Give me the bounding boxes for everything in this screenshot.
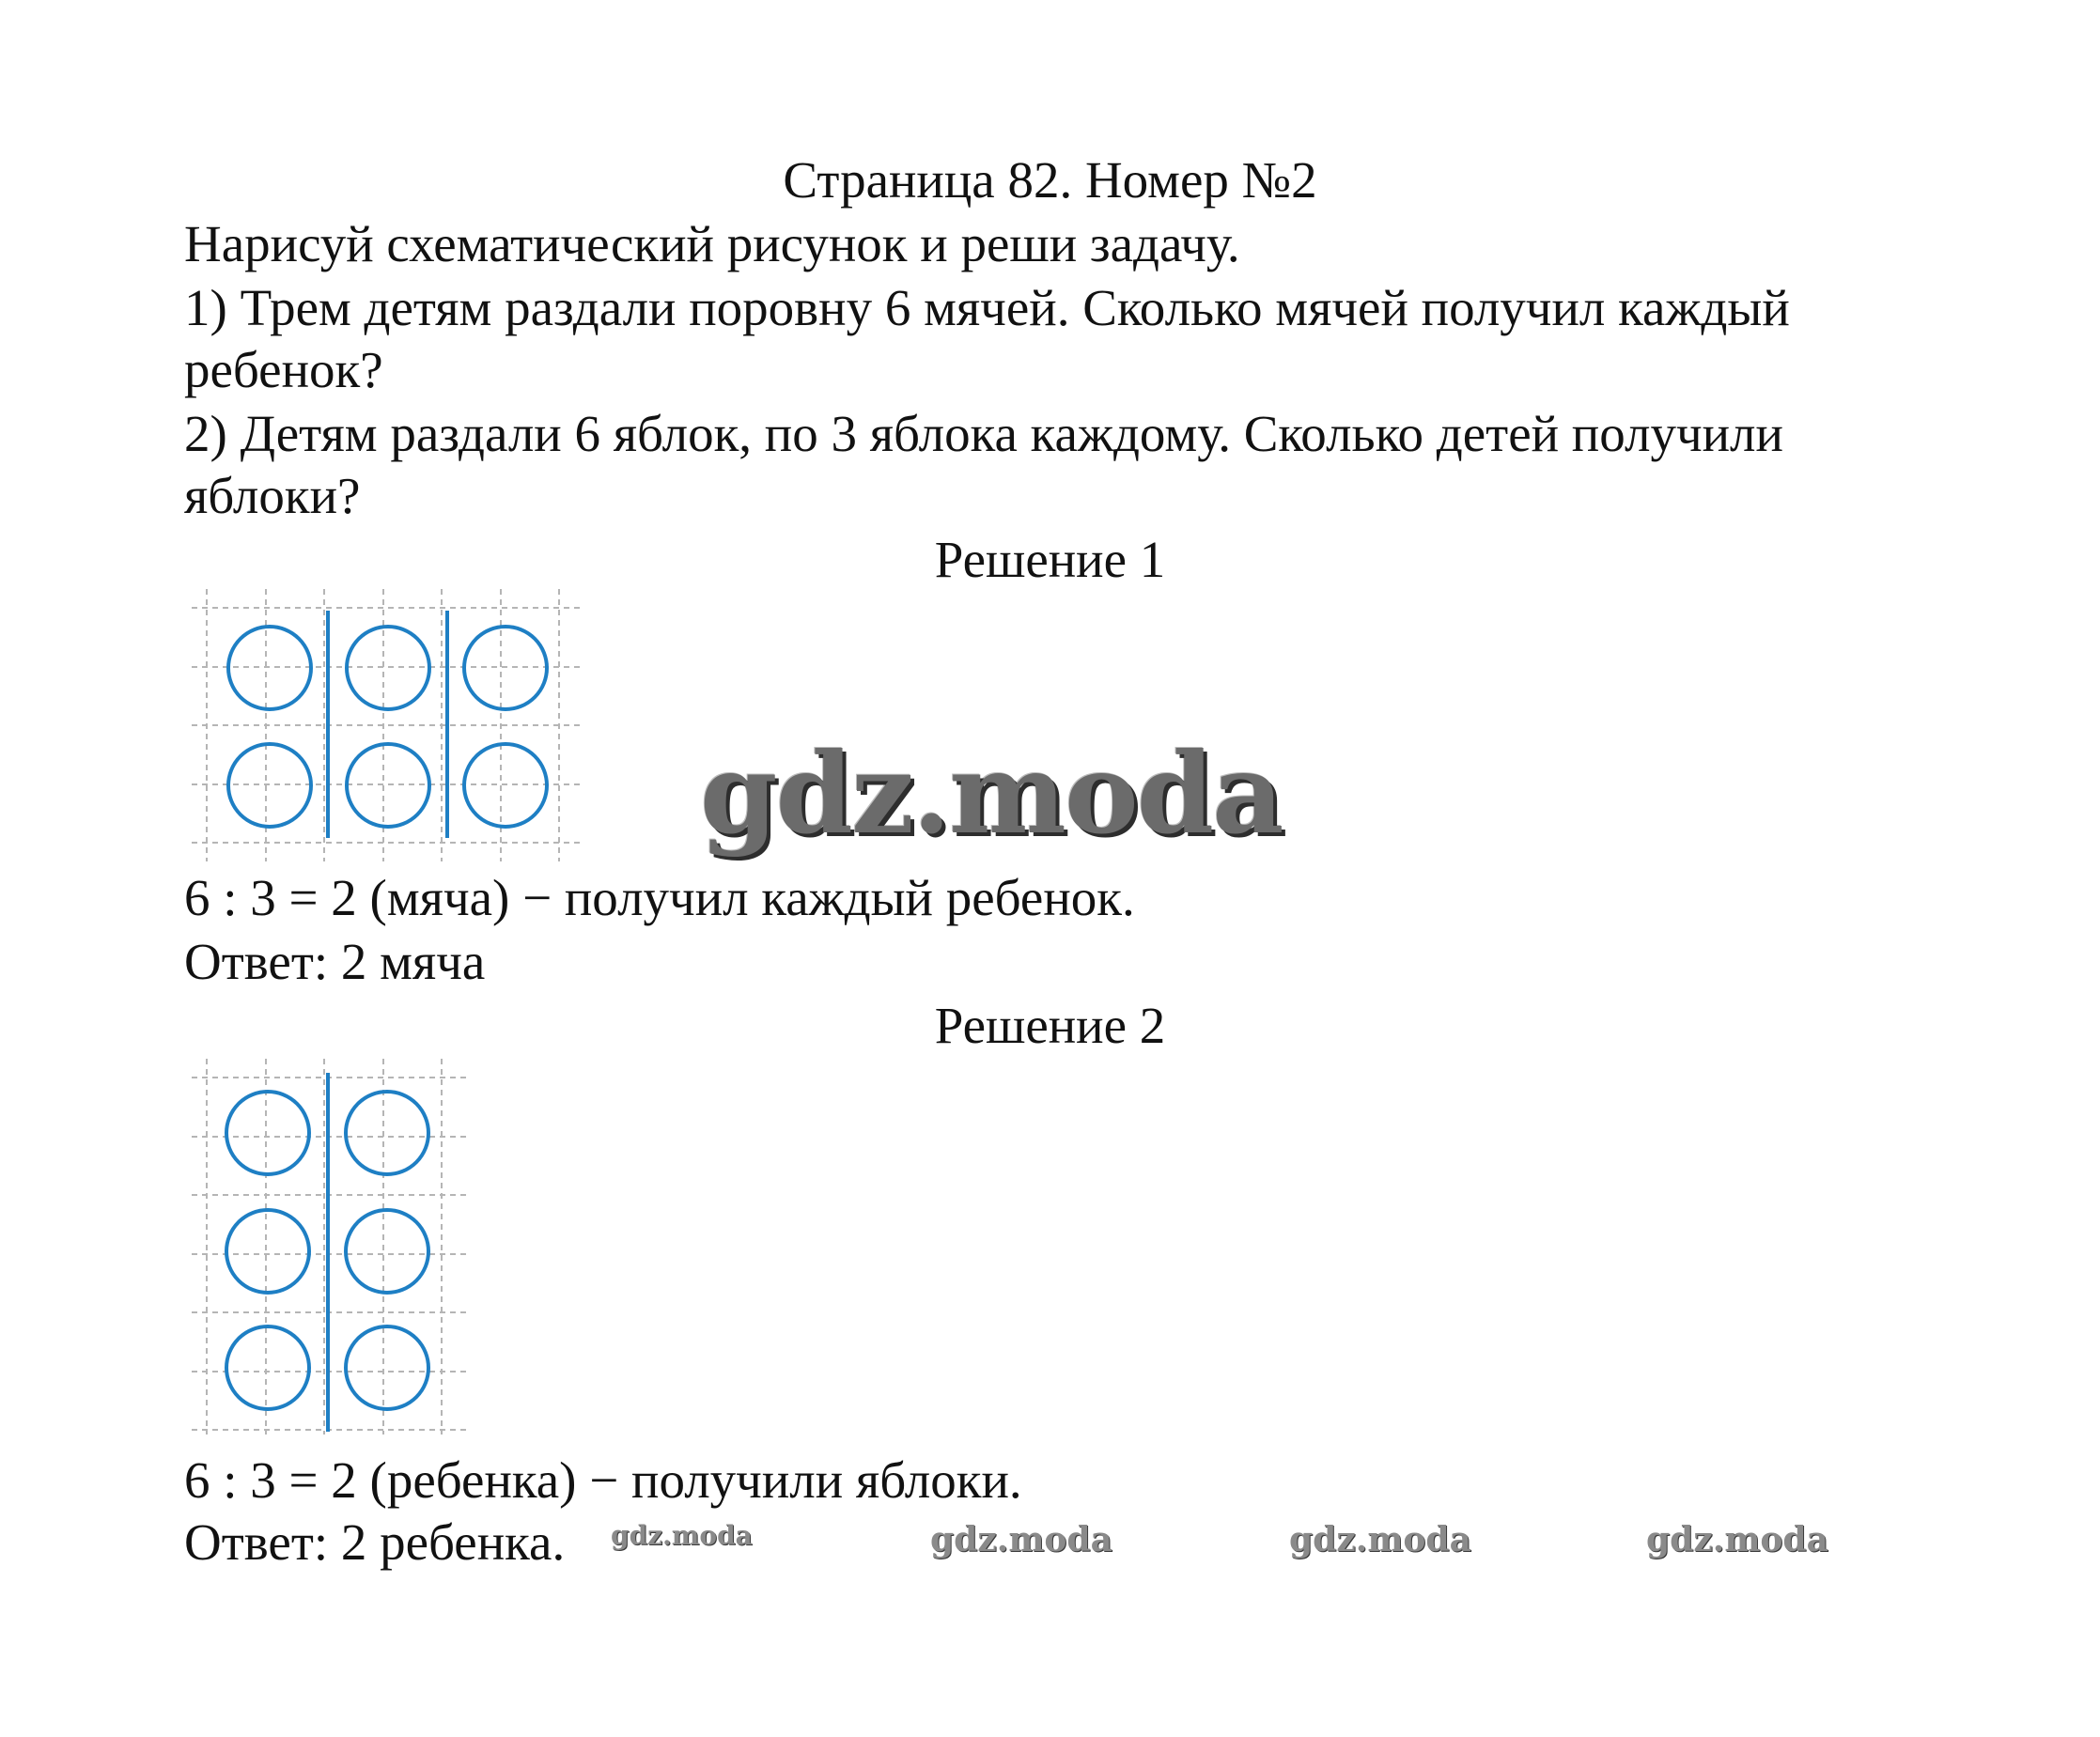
apple-circle [346, 1092, 428, 1174]
solution-1-answer: Ответ: 2 мяча [184, 933, 486, 990]
solution-1-heading: Решение 1 [934, 531, 1166, 588]
problem-2-line-2: яблоки? [184, 467, 361, 524]
task-instruction: Нарисуй схематический рисунок и реши задачу. [184, 215, 1240, 272]
apple-circle [226, 1092, 309, 1174]
watermark-main: gdz.moda [700, 728, 1283, 859]
problem-1-line-2: ребенок? [184, 341, 383, 398]
apple-circle [226, 1326, 309, 1409]
solution-2-equation: 6 : 3 = 2 (ребенка) − получили яблоки. [184, 1451, 1022, 1509]
problem-2-line-1: 2) Детям раздали 6 яблок, по 3 яблока каждому. Сколько детей получили [184, 405, 1783, 462]
watermark-footer: gdz.moda [611, 1520, 753, 1551]
apple-circle [346, 1326, 428, 1409]
apple-circle [346, 1210, 428, 1293]
watermark-footer: gdz.moda [930, 1520, 1112, 1559]
solution-2-heading: Решение 2 [934, 997, 1166, 1054]
apple-circle [226, 1210, 309, 1293]
page-title: Страница 82. Номер №2 [783, 151, 1317, 209]
solution-2-answer: Ответ: 2 ребенка. [184, 1513, 566, 1571]
watermark-footer: gdz.moda [1289, 1520, 1471, 1559]
solution-1-drawing [184, 584, 588, 866]
problem-1-line-1: 1) Трем детям раздали поровну 6 мячей. Сколько мячей получил каждый [184, 279, 1790, 336]
watermark-footer: gdz.moda [1646, 1520, 1828, 1559]
solution-2-drawing [184, 1054, 475, 1439]
solution-1-equation: 6 : 3 = 2 (мяча) − получил каждый ребенок. [184, 869, 1135, 926]
